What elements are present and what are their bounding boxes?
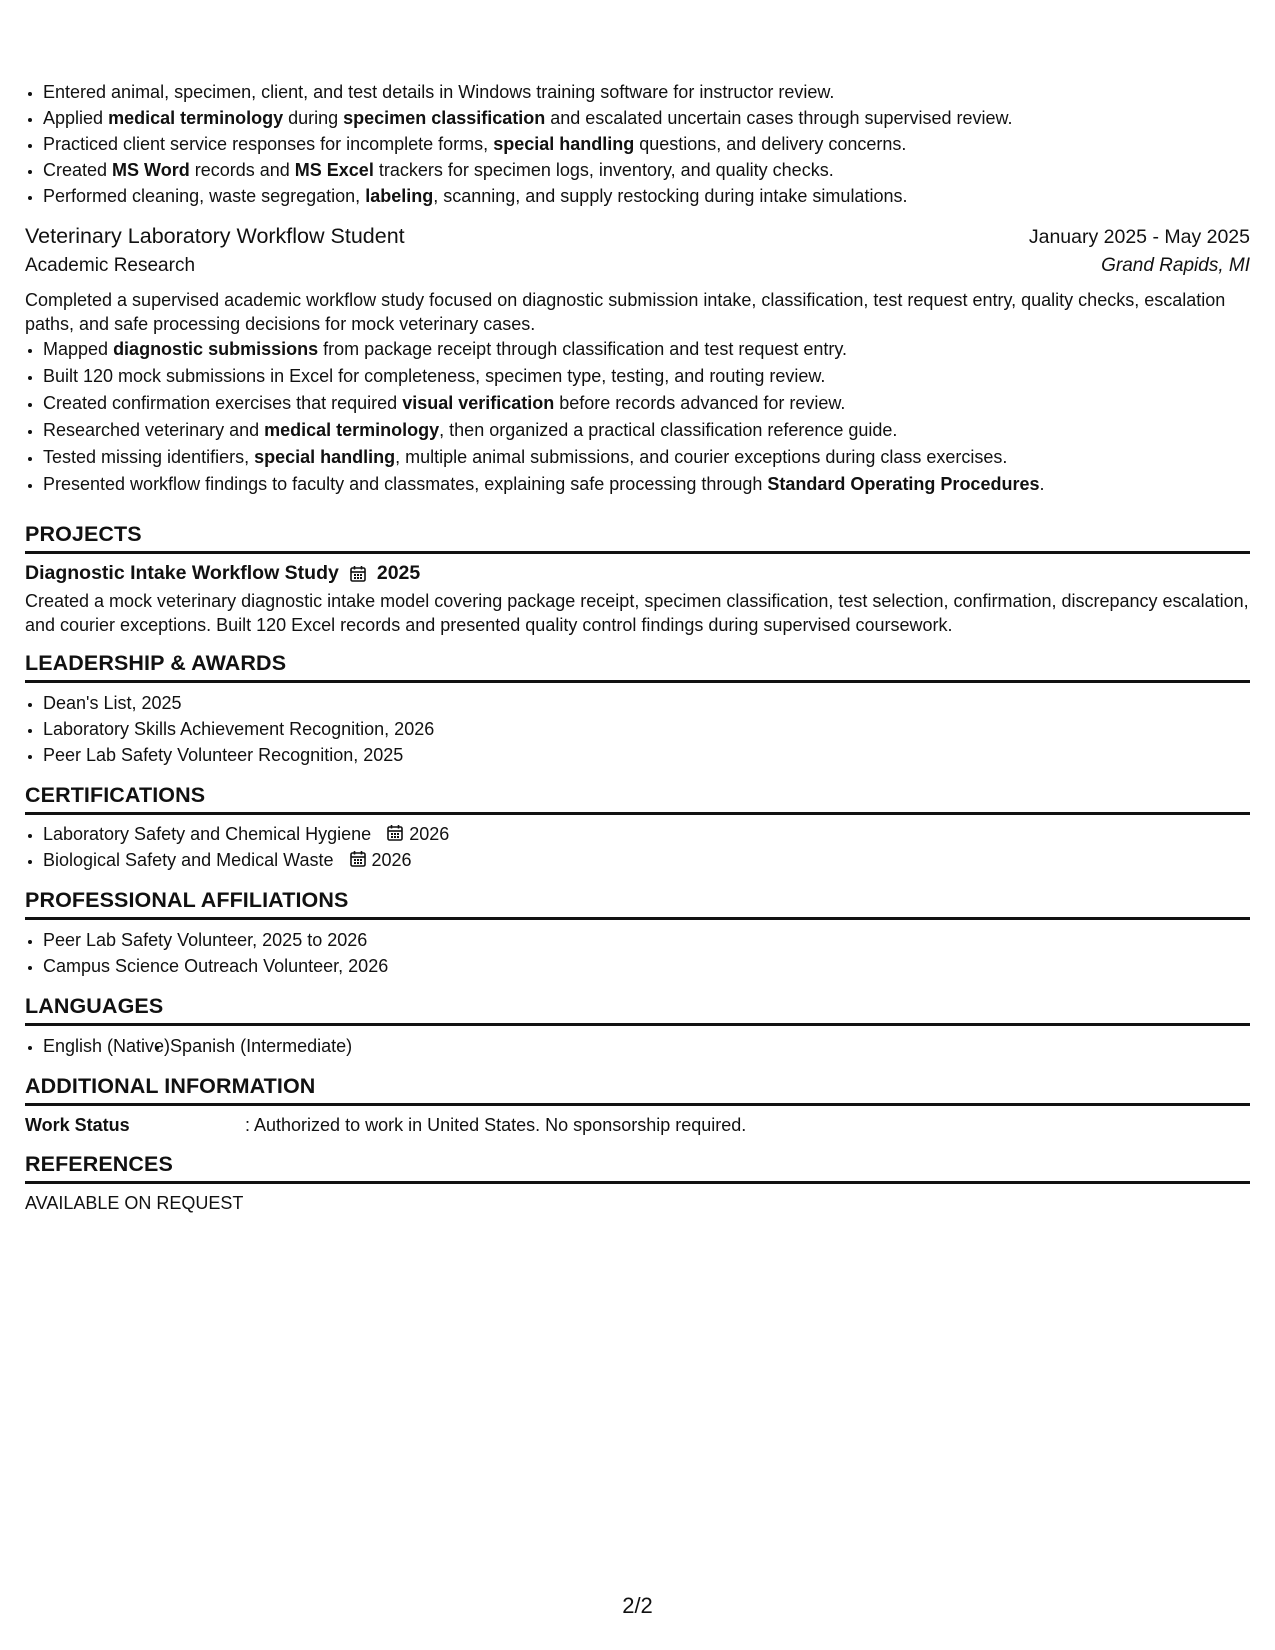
section-divider bbox=[25, 1023, 1250, 1026]
list-item: • Laboratory Skills Achievement Recognition, 2026 bbox=[43, 716, 1250, 742]
page-number: 2/2 bbox=[622, 1593, 653, 1618]
section-divider bbox=[25, 1181, 1250, 1184]
job-dates: January 2025 - May 2025 bbox=[1028, 226, 1250, 248]
projects-section bbox=[25, 522, 1250, 637]
calendar-icon bbox=[349, 850, 367, 868]
references-section bbox=[25, 1152, 1250, 1214]
list-item: • Dean's List, 2025 bbox=[43, 690, 1250, 716]
list-item: • Spanish (Intermediate) bbox=[170, 1033, 352, 1059]
awards-section bbox=[25, 651, 1250, 768]
experience-entry bbox=[25, 224, 1250, 498]
list-item: • Researched veterinary and medical terminology, then organized a practical classification reference guide. bbox=[43, 417, 1250, 444]
languages-section bbox=[25, 994, 1250, 1059]
list-item bbox=[43, 847, 1250, 873]
project-title: Diagnostic Intake Workflow Study bbox=[25, 562, 339, 584]
list-item: • Peer Lab Safety Volunteer, 2025 to 2026 bbox=[43, 927, 1250, 953]
affiliations-list bbox=[25, 927, 1250, 979]
certifications-section bbox=[25, 783, 1250, 873]
certification-name: Laboratory Safety and Chemical Hygiene bbox=[43, 824, 372, 844]
section-title: REFERENCES bbox=[25, 1152, 173, 1176]
job-title: Veterinary Laboratory Workflow Student bbox=[25, 224, 405, 248]
section-title: LANGUAGES bbox=[25, 994, 164, 1018]
list-item: • Performed cleaning, waste segregation, labeling, scanning, and supply restocking during intake simulations. bbox=[43, 183, 1013, 209]
section-divider bbox=[25, 1103, 1250, 1106]
calendar-icon bbox=[349, 565, 367, 583]
calendar-icon bbox=[386, 824, 404, 842]
list-item bbox=[43, 821, 1250, 847]
job-location: Grand Rapids, MI bbox=[1101, 255, 1250, 276]
section-title: ADDITIONAL INFORMATION bbox=[25, 1074, 316, 1098]
section-title: PROFESSIONAL AFFILIATIONS bbox=[25, 888, 349, 912]
section-title: LEADERSHIP & AWARDS bbox=[25, 651, 287, 675]
job-subheader bbox=[25, 255, 1250, 286]
certifications-list bbox=[25, 821, 1250, 873]
certification-year: 2026 bbox=[371, 850, 412, 870]
job-header bbox=[25, 224, 1250, 255]
section-divider bbox=[25, 917, 1250, 920]
list-item: • Applied medical terminology during specimen classification and escalated uncertain cases through supervised review. bbox=[43, 105, 1013, 131]
list-item: • English (Native) bbox=[43, 1033, 170, 1059]
list-item: • Practiced client service responses for incomplete forms, special handling questions, and delivery concerns. bbox=[43, 131, 1013, 157]
list-item: • Presented workflow findings to faculty and classmates, explaining safe processing through Standard Operating Procedures. bbox=[43, 471, 1250, 498]
work-status-row bbox=[25, 1115, 1250, 1136]
section-divider bbox=[25, 680, 1250, 683]
list-item: • Tested missing identifiers, special handling, multiple animal submissions, and courier exceptions during class exercises. bbox=[43, 444, 1250, 471]
affiliations-section bbox=[25, 888, 1250, 979]
list-item: • Campus Science Outreach Volunteer, 2026 bbox=[43, 953, 1250, 979]
languages-list bbox=[25, 1033, 1250, 1059]
section-divider bbox=[25, 812, 1250, 815]
project-description: Created a mock veterinary diagnostic intake model covering package receipt, specimen classification, test selection, confirmation, discrepancy escalation, and courier exceptions. Built 120 Excel records and presented quality control findings during supervised coursework. bbox=[25, 591, 1249, 635]
list-item: • Created confirmation exercises that required visual verification before records advanced for review. bbox=[43, 390, 1250, 417]
additional-info-section bbox=[25, 1074, 1250, 1136]
list-item: • Built 120 mock submissions in Excel for completeness, specimen type, testing, and routing review. bbox=[43, 363, 1250, 390]
list-item: • Peer Lab Safety Volunteer Recognition, 2025 bbox=[43, 742, 1250, 768]
job-organization: Academic Research bbox=[25, 255, 196, 276]
project-year: 2025 bbox=[376, 562, 421, 584]
work-status-value: : Authorized to work in United States. No sponsorship required. bbox=[245, 1115, 747, 1135]
project-header bbox=[25, 562, 1250, 585]
job-bullets bbox=[25, 336, 1250, 498]
section-title: CERTIFICATIONS bbox=[25, 783, 206, 807]
prior-role-bullets bbox=[25, 79, 1013, 209]
section-title: PROJECTS bbox=[25, 522, 142, 546]
awards-list bbox=[25, 690, 1250, 768]
section-divider bbox=[25, 551, 1250, 554]
job-description: Completed a supervised academic workflow study focused on diagnostic submission intake, classification, test request entry, quality checks, escalation paths, and safe processing decisions for mock veterinary cases. bbox=[25, 290, 1226, 334]
certification-name: Biological Safety and Medical Waste bbox=[43, 850, 334, 870]
work-status-label: Work Status bbox=[25, 1115, 130, 1135]
references-text: AVAILABLE ON REQUEST bbox=[25, 1193, 244, 1213]
certification-year: 2026 bbox=[409, 824, 450, 844]
list-item: • Created MS Word records and MS Excel trackers for specimen logs, inventory, and quality checks. bbox=[43, 157, 1013, 183]
list-item: • Entered animal, specimen, client, and test details in Windows training software for instructor review. bbox=[43, 79, 1013, 105]
list-item: • Mapped diagnostic submissions from package receipt through classification and test request entry. bbox=[43, 336, 1250, 363]
